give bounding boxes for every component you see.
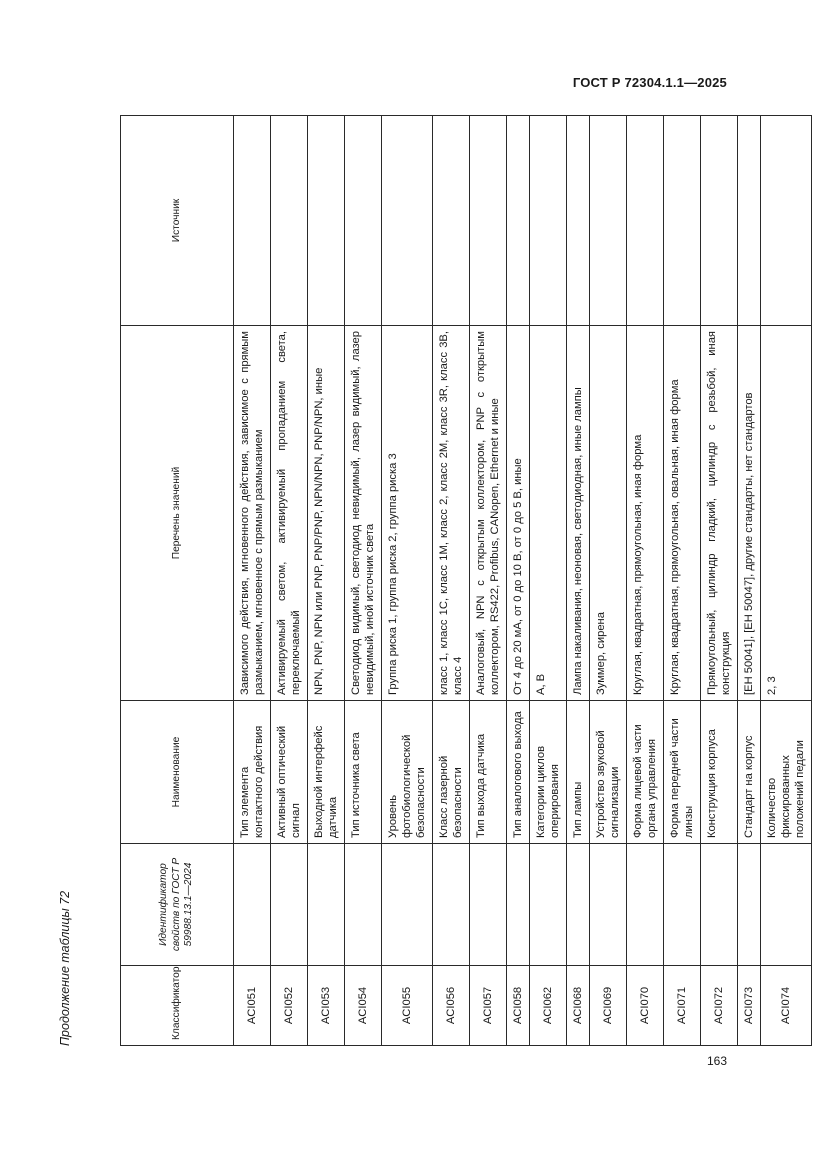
table-row xyxy=(664,116,701,1046)
cell-identifier xyxy=(567,844,590,966)
cell-name: Активный оптический сигнал xyxy=(271,701,308,844)
cell-source xyxy=(470,116,507,326)
cell-values: Круглая, квадратная, прямоугольная, овальная, иная форма xyxy=(664,326,701,701)
cell-identifier xyxy=(627,844,664,966)
cell-classifier: ACI062 xyxy=(530,966,567,1046)
cell-identifier xyxy=(345,844,382,966)
cell-classifier: ACI058 xyxy=(507,966,530,1046)
cell-identifier xyxy=(470,844,507,966)
cell-identifier xyxy=(507,844,530,966)
table-body xyxy=(234,116,812,1046)
cell-identifier xyxy=(382,844,433,966)
cell-values: От 4 до 20 мА, от 0 до 10 В, от 0 до 5 В, иные xyxy=(507,326,530,701)
cell-source xyxy=(567,116,590,326)
table-row xyxy=(590,116,627,1046)
cell-name: Стандарт на корпус xyxy=(738,701,761,844)
cell-classifier: ACI055 xyxy=(382,966,433,1046)
cell-source xyxy=(761,116,812,326)
cell-values: Зуммер, сирена xyxy=(590,326,627,701)
table-row xyxy=(382,116,433,1046)
column-header-values: Перечень значений xyxy=(121,326,234,701)
table-row xyxy=(234,116,271,1046)
table-caption: Продолжение таблицы 72 xyxy=(58,890,72,1046)
cell-values: Зависимого действия, мгновенного действия, зависимое с прямым размыканием, мгновенное с прямым размыканием xyxy=(234,326,271,701)
cell-name: Категории циклов оперирования xyxy=(530,701,567,844)
table-row xyxy=(738,116,761,1046)
table-row xyxy=(345,116,382,1046)
cell-name: Количество фиксированных положений педали xyxy=(761,701,812,844)
cell-classifier: ACI068 xyxy=(567,966,590,1046)
rotated-table-block xyxy=(58,116,806,1046)
cell-name: Выходной интерфейс датчика xyxy=(308,701,345,844)
cell-values: Группа риска 1, группа риска 2, группа риска 3 xyxy=(382,326,433,701)
cell-identifier xyxy=(530,844,567,966)
cell-classifier: ACI069 xyxy=(590,966,627,1046)
cell-classifier: ACI053 xyxy=(308,966,345,1046)
column-header-name: Наименование xyxy=(121,701,234,844)
cell-source xyxy=(433,116,470,326)
cell-values: Активируемый светом, активируемый пропаданием света, переключаемый xyxy=(271,326,308,701)
column-header-source: Источник xyxy=(121,116,234,326)
cell-identifier xyxy=(234,844,271,966)
cell-classifier: ACI054 xyxy=(345,966,382,1046)
table-row xyxy=(701,116,738,1046)
cell-classifier: ACI070 xyxy=(627,966,664,1046)
cell-identifier xyxy=(738,844,761,966)
table-row xyxy=(627,116,664,1046)
cell-classifier: ACI051 xyxy=(234,966,271,1046)
column-header-identifier: Идентификатор свойств по ГОСТ Р 59988.13.1—2024 xyxy=(121,844,234,966)
cell-values: Круглая, квадратная, прямоугольная, иная форма xyxy=(627,326,664,701)
cell-source xyxy=(271,116,308,326)
cell-identifier xyxy=(271,844,308,966)
table-row xyxy=(433,116,470,1046)
cell-values: Аналоговый, NPN с открытым коллектором, PNP с открытым коллектором, RS422, Profibus, CANopen, Ethernet и иные xyxy=(470,326,507,701)
cell-values: NPN, PNP, NPN или PNP, PNP/PNP, NPN/NPN, PNP/NPN, иные xyxy=(308,326,345,701)
cell-values: А, В xyxy=(530,326,567,701)
cell-name: Тип элемента контактного действия xyxy=(234,701,271,844)
cell-identifier xyxy=(701,844,738,966)
table-row xyxy=(567,116,590,1046)
cell-name: Конструкция корпуса xyxy=(701,701,738,844)
cell-values: класс 1, класс 1С, класс 1М, класс 2, класс 2М, класс 3R, класс 3В, класс 4 xyxy=(433,326,470,701)
cell-source xyxy=(627,116,664,326)
cell-source xyxy=(234,116,271,326)
cell-name: Тип выхода датчика xyxy=(470,701,507,844)
cell-source xyxy=(382,116,433,326)
spec-table xyxy=(120,115,812,1046)
table-row xyxy=(271,116,308,1046)
cell-classifier: ACI056 xyxy=(433,966,470,1046)
cell-name: Класс лазерной безопасности xyxy=(433,701,470,844)
column-header-classifier: Классификатор xyxy=(121,966,234,1046)
standard-header: ГОСТ Р 72304.1.1—2025 xyxy=(572,75,727,90)
cell-name: Тип аналогового выхода xyxy=(507,701,530,844)
cell-values: Светодиод видимый, светодиод невидимый, лазер видимый, лазер невидимый, иной источник света xyxy=(345,326,382,701)
cell-classifier: ACI072 xyxy=(701,966,738,1046)
cell-identifier xyxy=(308,844,345,966)
cell-source xyxy=(308,116,345,326)
table-row xyxy=(761,116,812,1046)
cell-values: [EH 50041], [EH 50047], другие стандарты, нет стандартов xyxy=(738,326,761,701)
cell-name: Уровень фотобиологической безопасности xyxy=(382,701,433,844)
cell-source xyxy=(738,116,761,326)
table-row xyxy=(530,116,567,1046)
table-row xyxy=(507,116,530,1046)
table-row xyxy=(308,116,345,1046)
cell-name: Тип лампы xyxy=(567,701,590,844)
cell-values: 2, 3 xyxy=(761,326,812,701)
cell-identifier xyxy=(590,844,627,966)
cell-name: Форма передней части линзы xyxy=(664,701,701,844)
cell-identifier xyxy=(433,844,470,966)
cell-values: Лампа накаливания, неоновая, светодиодная, иные лампы xyxy=(567,326,590,701)
cell-classifier: ACI071 xyxy=(664,966,701,1046)
cell-identifier xyxy=(761,844,812,966)
cell-classifier: ACI073 xyxy=(738,966,761,1046)
cell-source xyxy=(507,116,530,326)
cell-name: Тип источника света xyxy=(345,701,382,844)
cell-identifier xyxy=(664,844,701,966)
cell-name: Устройство звуковой сигнализации xyxy=(590,701,627,844)
cell-name: Форма лицевой части органа управления xyxy=(627,701,664,844)
cell-source xyxy=(530,116,567,326)
cell-classifier: ACI052 xyxy=(271,966,308,1046)
table-row xyxy=(470,116,507,1046)
cell-source xyxy=(664,116,701,326)
page-number: 163 xyxy=(706,1054,727,1068)
table-header-row xyxy=(121,116,234,1046)
cell-source xyxy=(701,116,738,326)
cell-source xyxy=(345,116,382,326)
cell-source xyxy=(590,116,627,326)
cell-values: Прямоугольный, цилиндр гладкий, цилиндр с резьбой, иная конструкция xyxy=(701,326,738,701)
cell-classifier: ACI057 xyxy=(470,966,507,1046)
cell-classifier: ACI074 xyxy=(761,966,812,1046)
